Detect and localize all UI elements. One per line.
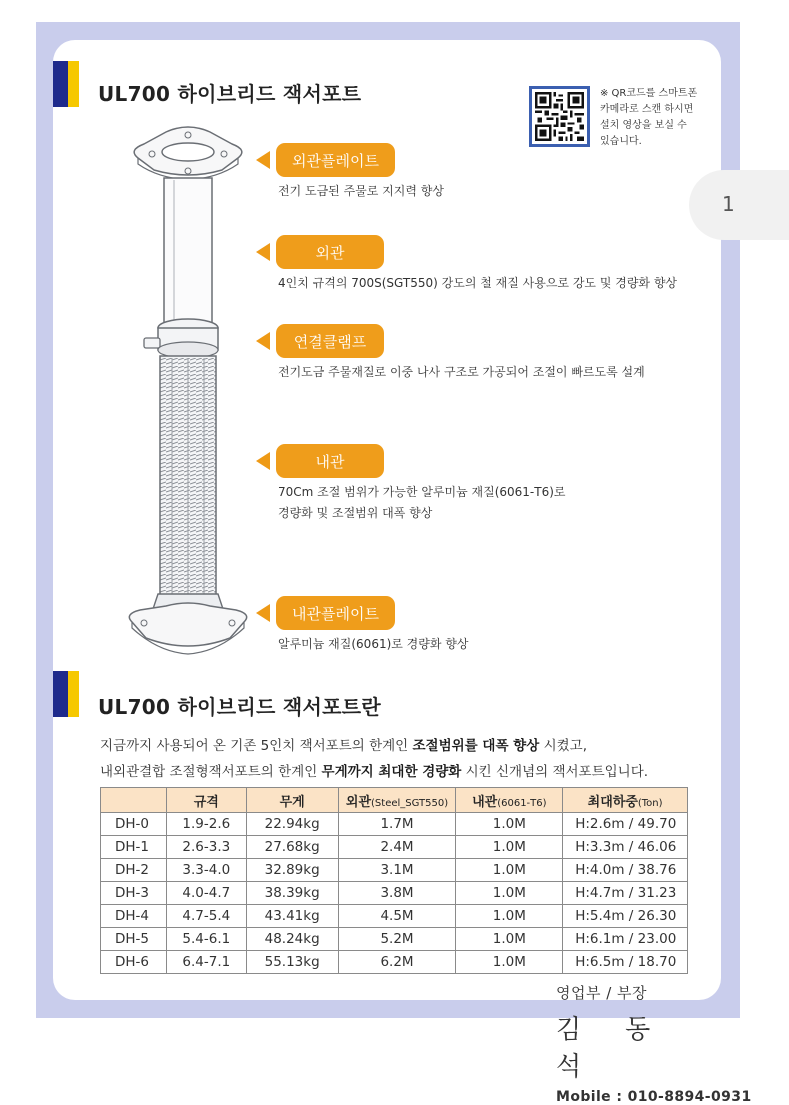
table-cell: 2.6-3.3 bbox=[166, 836, 246, 859]
qr-note-line: 있습니다. bbox=[600, 136, 642, 147]
table-cell: 3.8M bbox=[338, 882, 456, 905]
table-cell: 1.0M bbox=[456, 951, 563, 974]
part-desc-outer-tube bbox=[278, 273, 677, 294]
header-main: 최대하중 bbox=[587, 794, 638, 810]
table-cell: H:5.4m / 26.30 bbox=[563, 905, 688, 928]
part-label-text: 내관플레이트 bbox=[276, 596, 395, 630]
table-cell: 1.0M bbox=[456, 882, 563, 905]
table-cell: DH-5 bbox=[101, 928, 167, 951]
intro-text: 시킨 신개념의 잭서포트입니다. bbox=[461, 764, 649, 780]
part-label-text: 연결클램프 bbox=[276, 324, 384, 358]
arrow-left-icon bbox=[256, 332, 270, 350]
table-cell: 1.7M bbox=[338, 813, 456, 836]
part-label-text: 외관플레이트 bbox=[276, 143, 395, 177]
qr-note-line: 카메라로 스캔 하시면 bbox=[600, 104, 694, 115]
intro-line bbox=[100, 733, 648, 759]
section-title-product: UL700 하이브리드 잭서포트 bbox=[98, 82, 362, 106]
table-cell: 6.4-7.1 bbox=[166, 951, 246, 974]
table-header-cell bbox=[456, 788, 563, 813]
table-cell: 1.0M bbox=[456, 859, 563, 882]
jack-support-illustration bbox=[118, 118, 258, 660]
page-indicator-tab[interactable] bbox=[689, 170, 789, 240]
table-cell: 5.2M bbox=[338, 928, 456, 951]
header-main: 규격 bbox=[193, 794, 219, 810]
qr-code[interactable] bbox=[529, 86, 590, 147]
table-cell: DH-6 bbox=[101, 951, 167, 974]
table-cell: 1.0M bbox=[456, 928, 563, 951]
part-desc-line: 4인치 규격의 700S(SGT550) 강도의 철 재질 사용으로 강도 및 경량화 향상 bbox=[278, 276, 678, 290]
arrow-left-icon bbox=[256, 452, 270, 470]
table-row bbox=[101, 882, 688, 905]
table-cell: DH-2 bbox=[101, 859, 167, 882]
part-label-clamp bbox=[256, 323, 384, 359]
signature-name: 김동석 bbox=[556, 1015, 695, 1082]
table-header-cell bbox=[563, 788, 688, 813]
table-row bbox=[101, 859, 688, 882]
page-number: 1 bbox=[722, 192, 735, 216]
intro-paragraph bbox=[100, 733, 648, 785]
table-cell: 1.0M bbox=[456, 836, 563, 859]
table-header-row bbox=[101, 788, 688, 813]
part-label-text: 외관 bbox=[276, 235, 384, 269]
qr-note bbox=[600, 86, 710, 150]
table-header-cell bbox=[101, 788, 167, 813]
part-desc-outer-plate bbox=[278, 181, 444, 202]
signature-mobile[interactable]: Mobile : 010-8894-0931 bbox=[556, 1089, 752, 1105]
table-row bbox=[101, 836, 688, 859]
section-title-about: UL700 하이브리드 잭서포트란 bbox=[98, 695, 381, 719]
table-cell: 4.7-5.4 bbox=[166, 905, 246, 928]
intro-text: 내외관결합 조절형잭서포트의 한계인 bbox=[100, 764, 322, 780]
arrow-left-icon bbox=[256, 151, 270, 169]
part-desc-clamp bbox=[278, 362, 645, 383]
intro-text: 시켰고, bbox=[539, 738, 587, 754]
part-desc-line: 70Cm 조절 범위가 가능한 알루미늄 재질(6061-T6)로 bbox=[278, 485, 566, 499]
arrow-left-icon bbox=[256, 604, 270, 622]
section-marker-bar bbox=[53, 61, 79, 107]
header-main: 외관 bbox=[345, 794, 372, 810]
table-cell: 32.89kg bbox=[246, 859, 338, 882]
spec-table bbox=[100, 787, 688, 974]
table-cell: DH-4 bbox=[101, 905, 167, 928]
signature-block bbox=[556, 982, 756, 1105]
part-desc-line: 경량화 및 조절범위 대폭 향상 bbox=[278, 506, 433, 520]
table-header-cell bbox=[246, 788, 338, 813]
table-cell: 5.4-6.1 bbox=[166, 928, 246, 951]
table-row bbox=[101, 905, 688, 928]
intro-emphasis: 조절범위를 대폭 향상 bbox=[412, 738, 540, 754]
header-main: 무게 bbox=[279, 794, 305, 810]
table-cell: 43.41kg bbox=[246, 905, 338, 928]
table-cell: H:2.6m / 49.70 bbox=[563, 813, 688, 836]
table-cell: H:4.7m / 31.23 bbox=[563, 882, 688, 905]
header-sub: (Ton) bbox=[637, 797, 663, 809]
table-cell: 1.0M bbox=[456, 813, 563, 836]
intro-emphasis: 무게까지 최대한 경량화 bbox=[321, 764, 462, 780]
table-cell: 3.1M bbox=[338, 859, 456, 882]
qr-code-icon bbox=[535, 92, 584, 141]
table-row bbox=[101, 813, 688, 836]
qr-note-line: ※ QR코드를 스마트폰 bbox=[600, 88, 698, 99]
table-cell: 38.39kg bbox=[246, 882, 338, 905]
part-desc-inner-plate bbox=[278, 634, 468, 655]
table-cell: 4.5M bbox=[338, 905, 456, 928]
header-main: 내관 bbox=[472, 794, 498, 810]
table-cell: DH-1 bbox=[101, 836, 167, 859]
table-cell: 55.13kg bbox=[246, 951, 338, 974]
table-row bbox=[101, 928, 688, 951]
intro-text: 지금까지 사용되어 온 기존 5인치 잭서포트의 한계인 bbox=[100, 738, 413, 754]
table-header-cell bbox=[166, 788, 246, 813]
table-cell: DH-3 bbox=[101, 882, 167, 905]
arrow-left-icon bbox=[256, 243, 270, 261]
table-cell: 4.0-4.7 bbox=[166, 882, 246, 905]
header-sub: (6061-T6) bbox=[497, 797, 547, 809]
table-cell: 1.0M bbox=[456, 905, 563, 928]
part-label-text: 내관 bbox=[276, 444, 384, 478]
header-sub: (Steel_SGT550) bbox=[371, 797, 449, 809]
table-cell: H:6.5m / 18.70 bbox=[563, 951, 688, 974]
table-header-cell bbox=[338, 788, 456, 813]
part-desc-inner-tube bbox=[278, 482, 566, 524]
table-cell: H:6.1m / 23.00 bbox=[563, 928, 688, 951]
table-cell: 27.68kg bbox=[246, 836, 338, 859]
table-cell: 3.3-4.0 bbox=[166, 859, 246, 882]
table-cell: 6.2M bbox=[338, 951, 456, 974]
part-label-outer-tube bbox=[256, 234, 384, 270]
qr-note-line: 설치 영상을 보실 수 bbox=[600, 120, 687, 131]
table-cell: H:4.0m / 38.76 bbox=[563, 859, 688, 882]
table-cell: H:3.3m / 46.06 bbox=[563, 836, 688, 859]
part-desc-line: 알루미늄 재질(6061)로 경량화 향상 bbox=[278, 637, 469, 651]
signature-department: 영업부 / 부장 bbox=[556, 984, 648, 1002]
section-marker-bar bbox=[53, 671, 79, 717]
table-row bbox=[101, 951, 688, 974]
part-label-outer-plate bbox=[256, 142, 395, 178]
table-cell: 2.4M bbox=[338, 836, 456, 859]
part-label-inner-plate bbox=[256, 595, 395, 631]
table-cell: 1.9-2.6 bbox=[166, 813, 246, 836]
part-label-inner-tube bbox=[256, 443, 384, 479]
part-desc-line: 전기도금 주물재질로 이중 나사 구조로 가공되어 조절이 빠르도록 설계 bbox=[278, 365, 645, 379]
intro-line bbox=[100, 759, 648, 785]
table-cell: DH-0 bbox=[101, 813, 167, 836]
table-cell: 48.24kg bbox=[246, 928, 338, 951]
part-desc-line: 전기 도금된 주물로 지지력 향상 bbox=[278, 184, 444, 198]
table-cell: 22.94kg bbox=[246, 813, 338, 836]
